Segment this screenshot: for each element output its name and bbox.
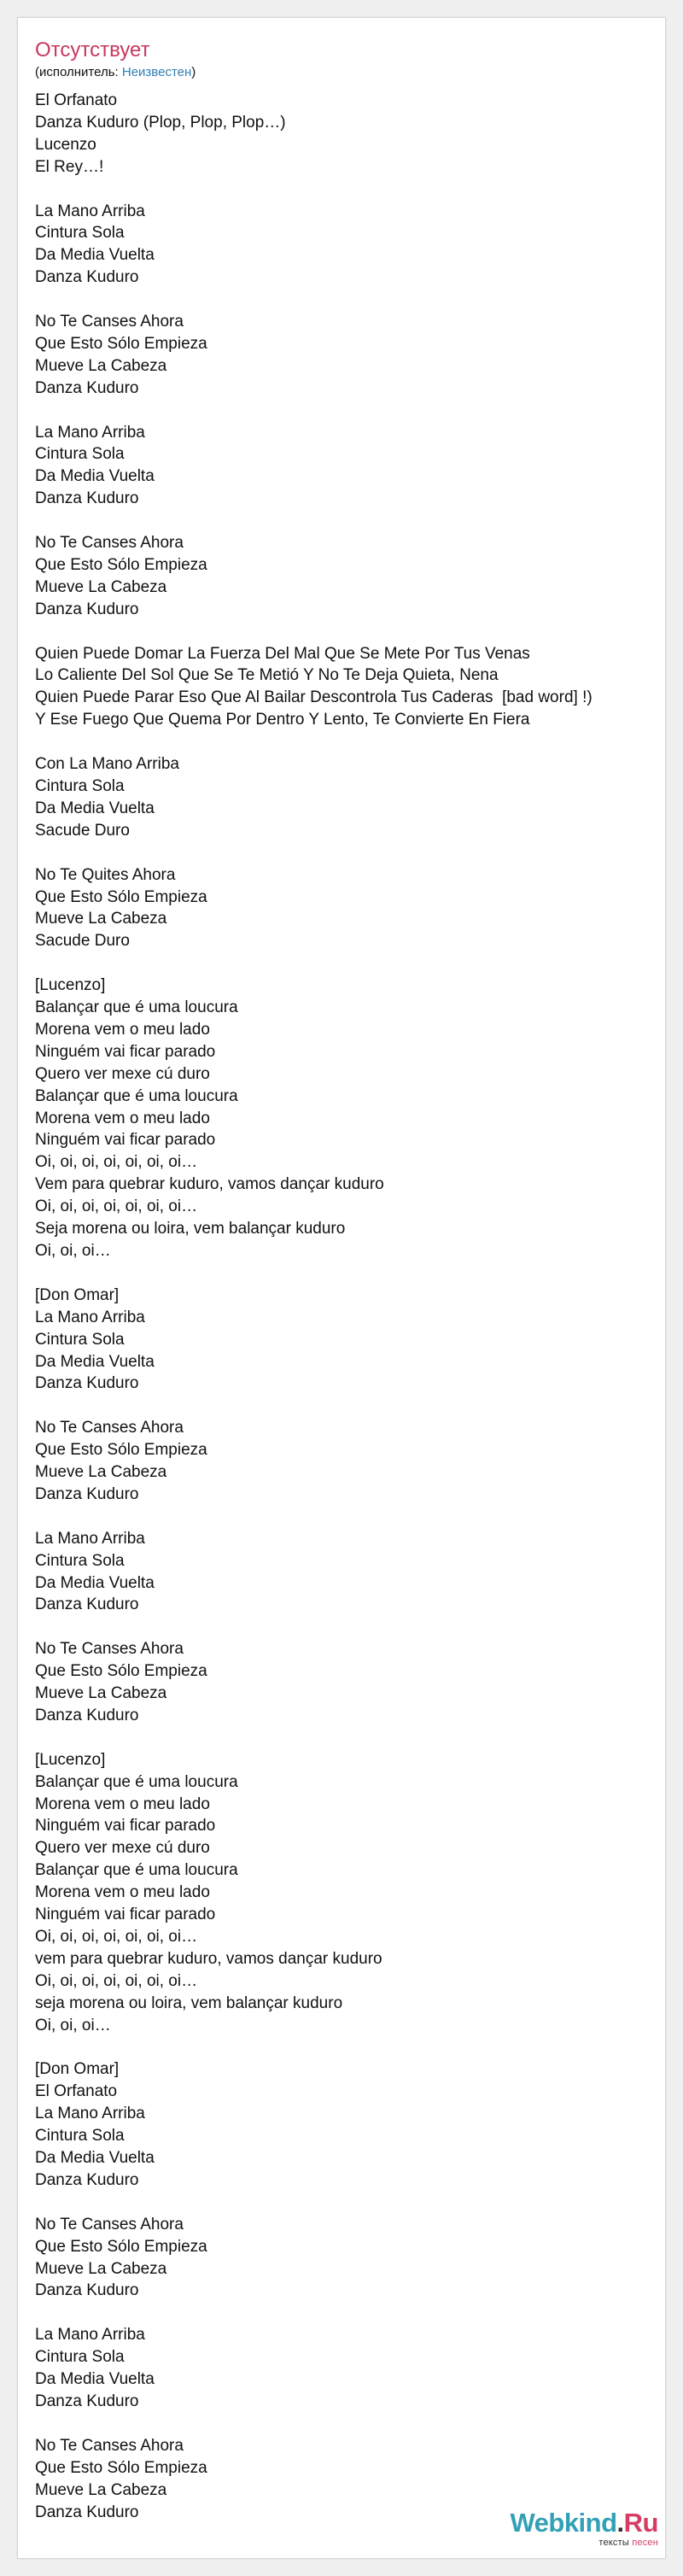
lyric-line: Ninguém vai ficar parado <box>35 1042 216 1061</box>
lyric-line: El Rey…! <box>35 157 104 176</box>
lyric-line <box>35 1395 633 1417</box>
lyric-line: Que Esto Sólo Empieza <box>35 334 207 353</box>
lyric-line: [Lucenzo] <box>35 1750 106 1769</box>
brand-name-tld: Ru <box>623 2508 658 2538</box>
lyric-line: Cintura Sola <box>35 2348 125 2367</box>
lyric-line: Oi, oi, oi, oi, oi, oi, oi… <box>35 1153 198 1172</box>
lyric-line: [Lucenzo] <box>35 976 106 995</box>
lyric-line: seja morena ou loira, vem balançar kuduro <box>35 1993 343 2012</box>
lyric-line: La Mano Arriba <box>35 423 145 442</box>
lyric-line: Mueve La Cabeza <box>35 2259 167 2278</box>
lyric-line: Que Esto Sólo Empieza <box>35 1441 207 1460</box>
lyric-line: Cintura Sola <box>35 1330 125 1349</box>
lyric-line: La Mano Arriba <box>35 2105 145 2123</box>
lyric-line <box>35 2413 633 2435</box>
lyric-line: El Orfanato <box>35 91 118 109</box>
lyric-line: Danza Kuduro <box>35 2392 139 2410</box>
lyric-line: Da Media Vuelta <box>35 467 155 486</box>
page-title: Отсутствует <box>35 38 150 61</box>
lyric-line: Morena vem o meu lado <box>35 1109 210 1127</box>
lyric-line: Que Esto Sólo Empieza <box>35 2237 207 2256</box>
lyric-line: Ninguém vai ficar parado <box>35 1131 216 1150</box>
lyric-line: Quero ver mexe cú duro <box>35 1839 210 1858</box>
lyric-line: No Te Canses Ahora <box>35 2215 184 2234</box>
lyric-line: Danza Kuduro <box>35 2281 139 2300</box>
lyric-line: Morena vem o meu lado <box>35 1883 210 1902</box>
lyric-line: Danza Kuduro <box>35 1595 139 1614</box>
lyric-line: Danza Kuduro <box>35 1706 139 1724</box>
site-logo[interactable] <box>479 2509 658 2551</box>
lyric-line: Mueve La Cabeza <box>35 1684 167 1703</box>
lyric-line: Danza Kuduro <box>35 2170 139 2189</box>
lyric-line: Quien Puede Domar La Fuerza Del Mal Que Se Mete Por Tus Venas <box>35 644 530 663</box>
lyric-line: No Te Canses Ahora <box>35 2436 184 2455</box>
lyric-line <box>35 1616 633 1638</box>
artist-prefix: (исполнитель: <box>35 65 122 79</box>
lyric-line: Balançar que é uma loucura <box>35 1086 238 1105</box>
lyric-line: Danza Kuduro (Plop, Plop, Plop…) <box>35 113 286 132</box>
lyric-line: Cintura Sola <box>35 224 125 243</box>
lyric-line: Y Ese Fuego Que Quema Por Dentro Y Lento, Te Convierte En Fiera <box>35 711 530 729</box>
lyric-line: Seja morena ou loira, vem balançar kuduro <box>35 1220 346 1238</box>
lyric-line: Lucenzo <box>35 135 96 154</box>
lyric-line: Que Esto Sólo Empieza <box>35 555 207 574</box>
lyrics-card <box>17 17 666 2559</box>
lyric-line: No Te Canses Ahora <box>35 534 184 553</box>
artist-suffix: ) <box>191 65 196 79</box>
lyric-line: El Orfanato <box>35 2082 118 2101</box>
lyric-line: La Mano Arriba <box>35 2326 145 2345</box>
brand-tagline <box>598 2537 658 2549</box>
lyric-line <box>35 1262 633 1285</box>
lyric-line: Balançar que é uma loucura <box>35 1772 238 1791</box>
lyric-line: Da Media Vuelta <box>35 1573 155 1592</box>
lyric-line: Morena vem o meu lado <box>35 1020 210 1039</box>
brand-tagline-accent: песен <box>632 2538 658 2548</box>
lyric-line: Que Esto Sólo Empieza <box>35 2458 207 2477</box>
brand-tagline-prefix: тексты <box>598 2538 633 2548</box>
lyric-line: Mueve La Cabeza <box>35 2480 167 2499</box>
lyric-line: Ninguém vai ficar parado <box>35 1906 216 1924</box>
lyric-line: Quien Puede Parar Eso Que Al Bailar Descontrola Tus Caderas [bad word] !) <box>35 688 593 707</box>
lyric-line: No Te Canses Ahora <box>35 1419 184 1437</box>
lyric-line: Danza Kuduro <box>35 1484 139 1503</box>
lyric-line <box>35 1506 633 1528</box>
lyric-line: Balançar que é uma loucura <box>35 998 238 1017</box>
lyric-line: Ninguém vai ficar parado <box>35 1817 216 1835</box>
lyric-line: Oi, oi, oi… <box>35 1242 111 1260</box>
lyric-line: Oi, oi, oi… <box>35 2016 111 2034</box>
lyric-line <box>35 2302 633 2324</box>
lyric-line: Sacude Duro <box>35 932 130 951</box>
lyric-line: Danza Kuduro <box>35 1374 139 1393</box>
lyric-line: Da Media Vuelta <box>35 2149 155 2168</box>
lyric-line: Da Media Vuelta <box>35 1352 155 1371</box>
lyric-line: Morena vem o meu lado <box>35 1794 210 1813</box>
brand-name-dot: . <box>616 2508 624 2538</box>
lyric-line: Da Media Vuelta <box>35 799 155 817</box>
lyric-line <box>35 179 633 201</box>
lyric-line: Cintura Sola <box>35 445 125 464</box>
lyric-line: Oi, oi, oi, oi, oi, oi, oi… <box>35 1197 198 1216</box>
lyric-line: Mueve La Cabeza <box>35 577 167 596</box>
lyric-line: Cintura Sola <box>35 777 125 795</box>
lyric-line: No Te Quites Ahora <box>35 865 176 884</box>
lyric-line <box>35 731 633 753</box>
lyric-line: vem para quebrar kuduro, vamos dançar kuduro <box>35 1949 382 1968</box>
lyric-line: Vem para quebrar kuduro, vamos dançar kuduro <box>35 1175 384 1194</box>
lyric-line: Que Esto Sólo Empieza <box>35 1662 207 1681</box>
lyric-line: [Don Omar] <box>35 2060 120 2079</box>
lyric-line: Danza Kuduro <box>35 489 139 508</box>
lyric-line: Oi, oi, oi, oi, oi, oi, oi… <box>35 1928 198 1947</box>
lyric-line: Cintura Sola <box>35 1551 125 1570</box>
lyric-line <box>35 2037 633 2059</box>
brand-name <box>510 2509 658 2538</box>
lyric-line: Da Media Vuelta <box>35 2370 155 2389</box>
lyric-line: Danza Kuduro <box>35 378 139 397</box>
lyric-line: Oi, oi, oi, oi, oi, oi, oi… <box>35 1971 198 1990</box>
lyric-line: Quero ver mexe cú duro <box>35 1064 210 1083</box>
lyric-line: Sacude Duro <box>35 821 130 840</box>
lyric-line: [Don Omar] <box>35 1285 120 1304</box>
lyric-line <box>35 842 633 864</box>
lyric-line <box>35 510 633 532</box>
lyric-line: La Mano Arriba <box>35 202 145 220</box>
brand-name-main: Webkind <box>510 2508 617 2538</box>
lyric-line <box>35 952 633 975</box>
lyric-line: Danza Kuduro <box>35 600 139 618</box>
lyric-line: Lo Caliente Del Sol Que Se Te Metió Y No Te Deja Quieta, Nena <box>35 666 499 685</box>
lyric-line <box>35 621 633 643</box>
lyric-line: La Mano Arriba <box>35 1308 145 1326</box>
lyric-line: Mueve La Cabeza <box>35 356 167 375</box>
lyric-line: Mueve La Cabeza <box>35 1463 167 1482</box>
lyric-line: Balançar que é uma loucura <box>35 1861 238 1880</box>
lyric-line: Da Media Vuelta <box>35 246 155 265</box>
lyric-line: Danza Kuduro <box>35 2503 139 2521</box>
artist-subtitle <box>35 64 196 81</box>
lyric-line <box>35 289 633 311</box>
lyric-line: La Mano Arriba <box>35 1529 145 1548</box>
lyric-line: Que Esto Sólo Empieza <box>35 887 207 906</box>
lyrics-text <box>35 90 633 2523</box>
lyric-line: Mueve La Cabeza <box>35 910 167 928</box>
lyric-line: No Te Canses Ahora <box>35 1640 184 1659</box>
lyric-line: Cintura Sola <box>35 2127 125 2146</box>
lyric-line: No Te Canses Ahora <box>35 313 184 331</box>
artist-link[interactable]: Неизвестен <box>121 65 192 79</box>
lyric-line: Danza Kuduro <box>35 268 139 287</box>
lyric-line <box>35 2192 633 2214</box>
lyric-line <box>35 1727 633 1749</box>
lyric-line <box>35 400 633 422</box>
lyric-line: Con La Mano Arriba <box>35 755 179 774</box>
